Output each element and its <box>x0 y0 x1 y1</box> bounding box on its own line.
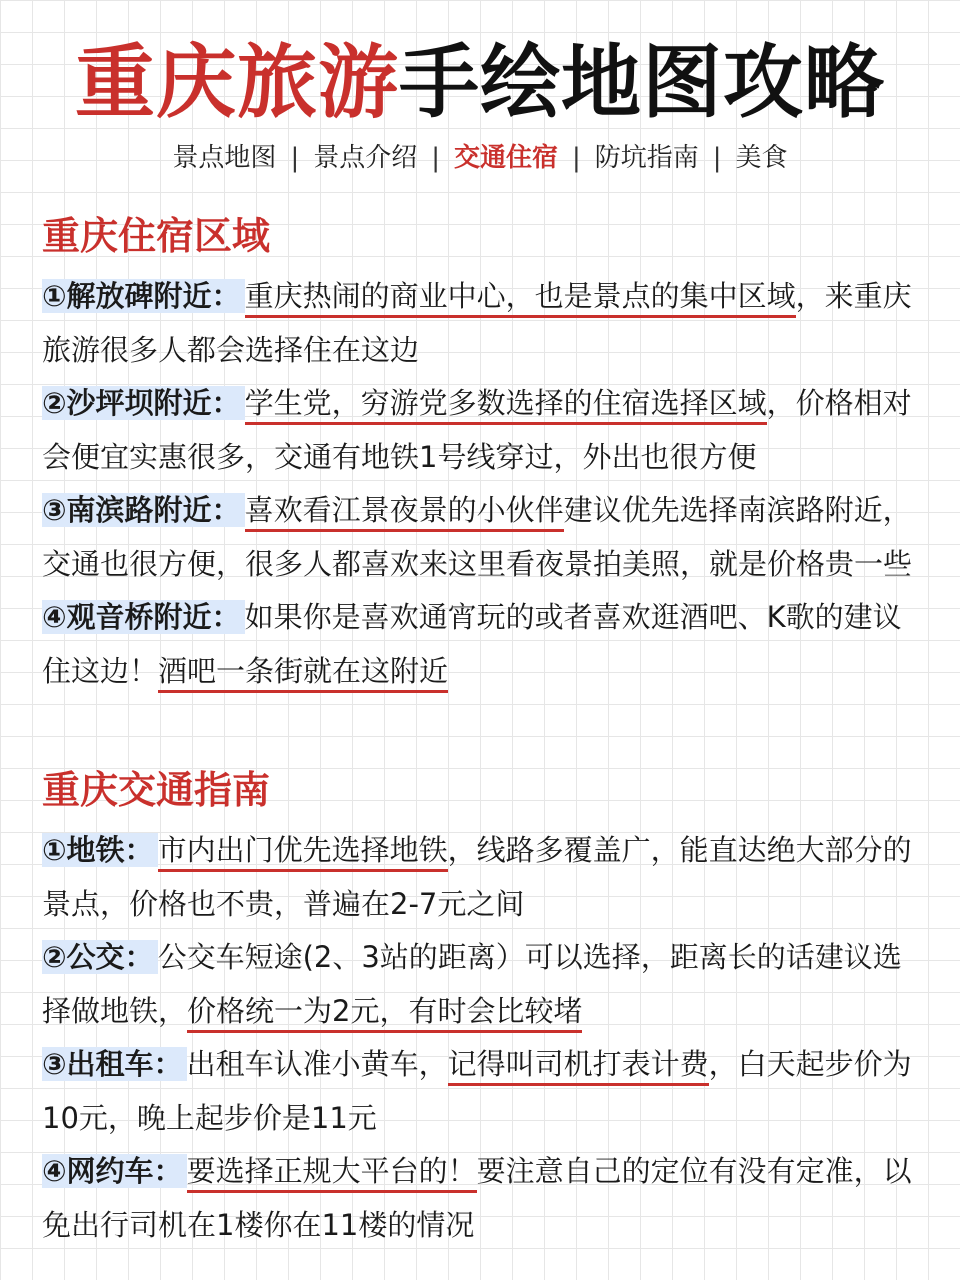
underlined-text: 记得叫司机打表计费 <box>448 1047 709 1086</box>
tab-scenic-intro[interactable]: 景点介绍 <box>313 143 418 173</box>
underlined-text: 要选择正规大平台的！ <box>187 1154 477 1193</box>
underlined-text: 市内出门优先选择地铁 <box>158 833 448 872</box>
underlined-text: 价格统一为2元，有时会比较堵 <box>187 994 582 1033</box>
tab-pitfall-guide[interactable]: 防坑指南 <box>594 143 699 173</box>
lodging-section-title: 重庆住宿区域 <box>42 214 271 258</box>
lodging-item-guanyinqiao <box>42 591 922 698</box>
tab-scenic-map[interactable]: 景点地图 <box>172 143 277 173</box>
nav-separator: | <box>431 143 440 173</box>
underlined-text: 重庆热闹的商业中心，也是景点的集中区域 <box>245 279 796 318</box>
tab-food[interactable]: 美食 <box>735 143 788 173</box>
lodging-item-nanbin-road <box>42 484 922 591</box>
item-text: 如果你是喜欢通宵玩的或者喜欢逛酒吧、K歌的建议住这边！ <box>42 600 902 688</box>
item-label: ③出租车： <box>42 1047 187 1081</box>
item-text: ，价格相对会便宜实惠很多，交通有地铁1号线穿过，外出也很方便 <box>42 386 912 474</box>
item-text: 要注意自己的定位有没有定准，以免出行司机在1楼你在11楼的情况 <box>42 1154 912 1242</box>
transport-item-bus <box>42 931 922 1038</box>
item-label: ③南滨路附近： <box>42 493 245 527</box>
item-label: ④观音桥附近： <box>42 600 245 634</box>
underlined-text: 酒吧一条街就在这附近 <box>158 654 448 693</box>
nav-separator: | <box>290 143 300 173</box>
nav-separator: | <box>572 143 581 173</box>
item-label: ②公交： <box>42 940 158 974</box>
nav-tabs <box>0 138 960 178</box>
item-label: ①解放碑附近： <box>42 279 245 313</box>
item-text: ，线路多覆盖广，能直达绝大部分的景点，价格也不贵，普遍在2-7元之间 <box>42 833 912 921</box>
transport-item-ride-hailing <box>42 1145 922 1252</box>
page-title <box>0 28 960 138</box>
lodging-section <box>42 208 922 698</box>
lodging-item-jiefangbei <box>42 270 922 377</box>
transport-item-metro <box>42 824 922 931</box>
item-label: ②沙坪坝附近： <box>42 386 245 420</box>
item-text: 公交车短途(2、3站的距离）可以选择，距离长的话建议选择做地铁， <box>42 940 902 1028</box>
title-black-part: 手绘地图攻略 <box>399 36 885 129</box>
lodging-item-shapingba <box>42 377 922 484</box>
item-label: ④网约车： <box>42 1154 187 1188</box>
item-text: 出租车认准小黄车， <box>186 1047 448 1081</box>
tab-transport-lodging[interactable]: 交通住宿 <box>453 143 558 173</box>
underlined-text: 学生党，穷游党多数选择的住宿选择区域 <box>245 386 767 425</box>
underlined-text: 喜欢看江景夜景的小伙伴 <box>245 493 564 532</box>
item-label: ①地铁： <box>42 833 158 867</box>
title-red-part: 重庆旅游 <box>75 36 399 129</box>
nav-separator: | <box>712 143 722 173</box>
item-text: 建议优先选择南滨路附近，交通也很方便，很多人都喜欢来这里看夜景拍美照，就是价格贵一些 <box>42 493 913 581</box>
transport-section <box>42 762 922 1252</box>
item-text: ，白天起步价为10元，晚上起步价是11元 <box>42 1047 912 1135</box>
item-text: ，来重庆旅游很多人都会选择住在这边 <box>42 279 912 367</box>
transport-section-title: 重庆交通指南 <box>42 768 271 812</box>
transport-item-taxi <box>42 1038 922 1145</box>
